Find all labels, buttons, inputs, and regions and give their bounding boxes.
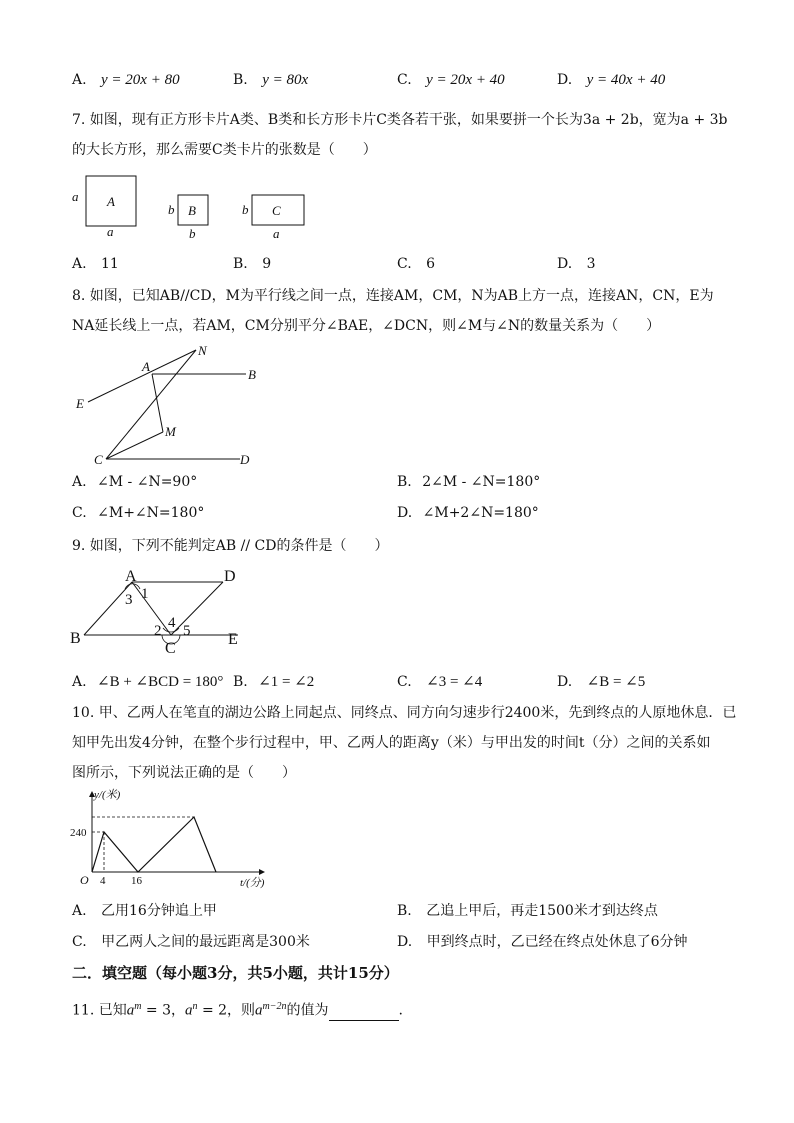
q8-option-a[interactable]: A. ∠M - ∠N=90° bbox=[72, 474, 198, 490]
y-tick-240: 240 bbox=[70, 827, 87, 839]
q11-answer-blank[interactable] bbox=[329, 1006, 399, 1021]
q10-distance-graph bbox=[68, 786, 278, 892]
section-2-title: 二．填空题（每小题3分，共5小题，共计15分） bbox=[72, 964, 399, 982]
q7-option-a[interactable]: A. 11 bbox=[72, 256, 119, 272]
card-c-label: C bbox=[272, 203, 281, 218]
q8-point-a: A bbox=[142, 359, 150, 374]
distance-line bbox=[92, 817, 216, 872]
q11-stem: 11. 已知$a^m = 3$，$a^n = 2$，则$a^{m-2n}$的值为 . bbox=[72, 1001, 403, 1019]
card-c-side: b bbox=[242, 202, 249, 217]
q9-angle-1: 1 bbox=[141, 586, 149, 602]
q7-cards-figure bbox=[68, 170, 318, 242]
q8-figure bbox=[68, 340, 268, 470]
q9-figure bbox=[68, 564, 258, 658]
q8-point-b: B bbox=[248, 367, 256, 382]
q10-stem-line3: 图所示，下列说法正确的是（ ） bbox=[72, 765, 296, 781]
q8-point-m: M bbox=[165, 424, 176, 439]
q6-option-b[interactable]: B. y = 80x bbox=[233, 72, 309, 88]
q9-angle-4: 4 bbox=[168, 615, 176, 631]
q7-option-b[interactable]: B. 9 bbox=[233, 256, 272, 272]
card-a-bottom: a bbox=[107, 224, 114, 239]
q9-option-c[interactable]: C. ∠3 = ∠4 bbox=[397, 674, 483, 690]
q9-point-d: D bbox=[224, 568, 236, 585]
q9-stem: 9. 如图，下列不能判定AB // CD的条件是（ ） bbox=[72, 538, 389, 554]
q7-option-c[interactable]: C. 6 bbox=[397, 256, 436, 272]
q10-option-d[interactable]: D. 甲到终点时，乙已经在终点处休息了6分钟 bbox=[397, 934, 688, 950]
q10-option-b[interactable]: B. 乙追上甲后，再走1500米才到达终点 bbox=[397, 903, 658, 919]
q9-point-b: B bbox=[70, 630, 81, 647]
q8-point-n: N bbox=[198, 343, 207, 358]
q10-option-a[interactable]: A. 乙用16分钟追上甲 bbox=[72, 903, 217, 919]
q10-stem-line1: 10. 甲、乙两人在笔直的湖边公路上同起点、同终点、同方向匀速步行2400米，先到终点的人原地休息．已 bbox=[72, 705, 737, 721]
q8-option-c[interactable]: C. ∠M+∠N=180° bbox=[72, 505, 205, 521]
q8-option-d[interactable]: D. ∠M+2∠N=180° bbox=[397, 505, 539, 521]
q8-stem-line2: NA延长线上一点，若AM，CM分别平分∠BAE，∠DCN，则∠M与∠N的数量关系为（ ） bbox=[72, 318, 661, 334]
x-tick-16: 16 bbox=[131, 875, 142, 887]
q7-option-d[interactable]: D. 3 bbox=[557, 256, 596, 272]
card-c-bottom: a bbox=[273, 226, 280, 241]
y-axis-label: y/(米) bbox=[94, 789, 121, 801]
q9-point-a: A bbox=[125, 568, 137, 585]
q8-point-c: C bbox=[94, 452, 103, 467]
origin-label: O bbox=[80, 873, 89, 887]
card-b-bottom: b bbox=[189, 226, 196, 241]
q10-stem-line2: 知甲先出发4分钟，在整个步行过程中，甲、乙两人的距离y（米）与甲出发的时间t（分）之间的关系如 bbox=[72, 735, 711, 751]
q6-option-d[interactable]: D. y = 40x + 40 bbox=[557, 72, 666, 88]
q8-stem-line1: 8. 如图，已知AB//CD，M为平行线之间一点，连接AM，CM，N为AB上方一点，连接AN，CN，E为 bbox=[72, 288, 714, 304]
q8-option-b[interactable]: B. 2∠M - ∠N=180° bbox=[397, 474, 541, 490]
q10-option-c[interactable]: C. 甲乙两人之间的最远距离是300米 bbox=[72, 934, 310, 950]
card-b-label: B bbox=[188, 203, 196, 218]
q8-point-d: D bbox=[240, 452, 250, 467]
q6-option-a[interactable]: A. y = 20x + 80 bbox=[72, 72, 180, 88]
x-axis-label: t/(分) bbox=[240, 877, 265, 889]
q9-angle-2: 2 bbox=[154, 623, 162, 639]
q7-stem-line2: 的大长方形，那么需要C类卡片的张数是（ ） bbox=[72, 142, 377, 158]
q9-option-b[interactable]: B. ∠1 = ∠2 bbox=[233, 674, 315, 690]
card-a-label: A bbox=[107, 194, 115, 209]
q6-option-c[interactable]: C. y = 20x + 40 bbox=[397, 72, 505, 88]
card-a-side: a bbox=[72, 189, 79, 204]
q9-point-c: C bbox=[165, 640, 176, 657]
x-tick-4: 4 bbox=[100, 875, 106, 887]
q7-stem-line1: 7. 如图，现有正方形卡片A类、B类和长方形卡片C类各若干张，如果要拼一个长为3a + 2b，宽为a + 3b bbox=[72, 112, 728, 128]
q9-angle-5: 5 bbox=[183, 623, 191, 639]
q8-point-e: E bbox=[76, 396, 84, 411]
card-b-side: b bbox=[168, 202, 175, 217]
q9-option-a[interactable]: A. ∠B + ∠BCD = 180° bbox=[72, 674, 224, 690]
q9-option-d[interactable]: D. ∠B = ∠5 bbox=[557, 674, 646, 690]
q9-angle-3: 3 bbox=[125, 592, 133, 608]
q9-point-e: E bbox=[228, 631, 238, 648]
